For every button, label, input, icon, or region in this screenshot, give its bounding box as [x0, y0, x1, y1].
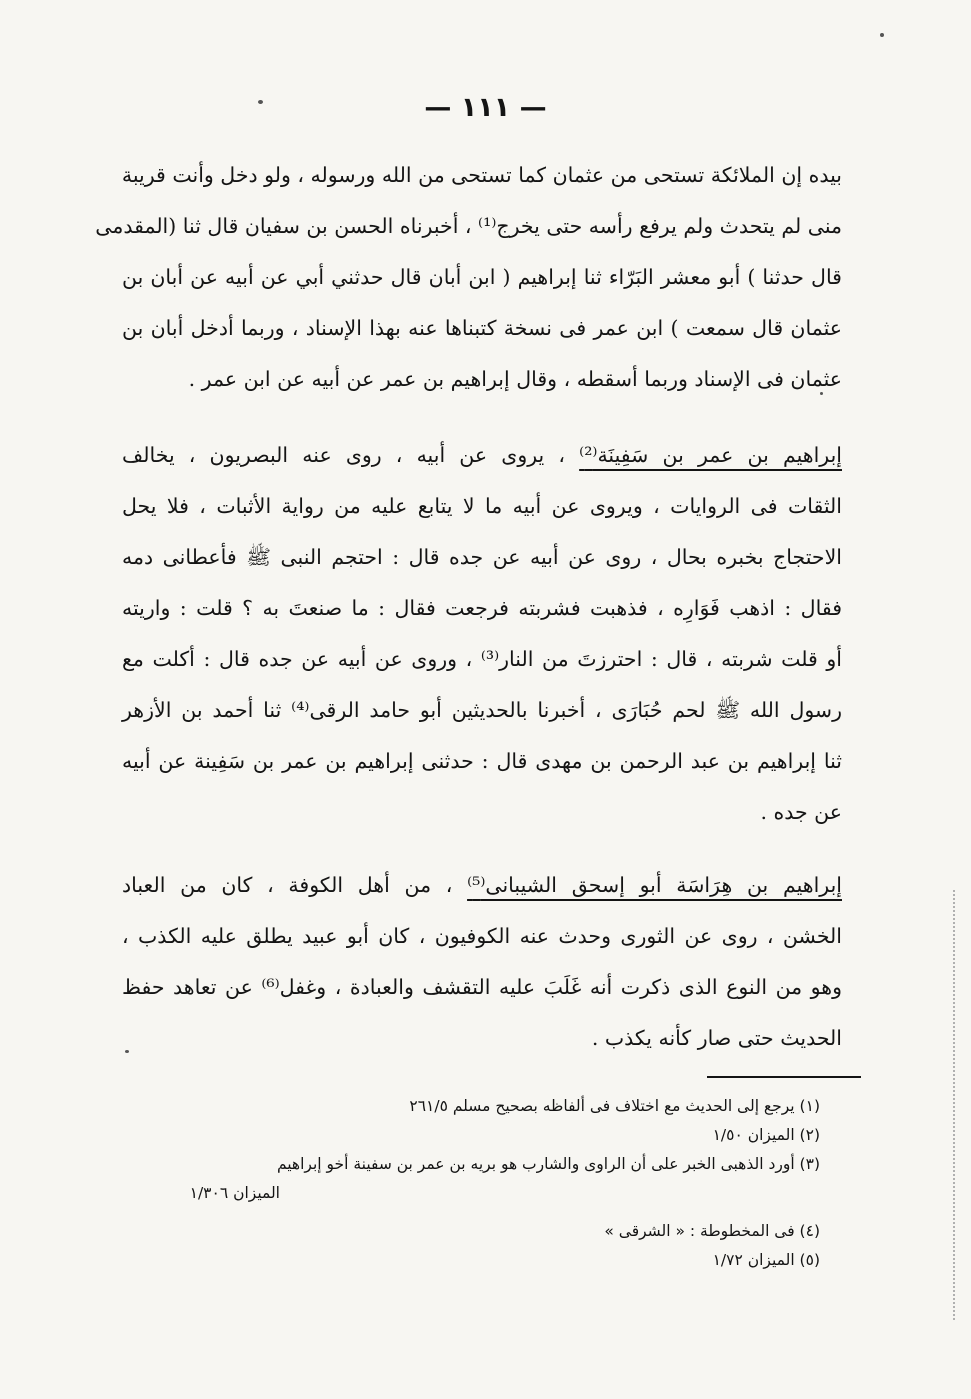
body-line: منى لم يتحدث ولم يرفع رأسه حتى يخرج⁽¹⁾ ، أخبرناه الحسن بن سفيان قال ثنا (المقدمى: [95, 214, 842, 238]
body-line: الخشن ، روى عن الثورى وحدث عنه الكوفيون ، كان أبو عبيد يطلق عليه الكذب ،: [122, 924, 842, 948]
footnote-3-continued: الميزان ١/٣٠٦: [189, 1184, 280, 1202]
entry-first-line: [122, 860, 842, 911]
body-text: ، يروى عن أبيه ، روى عنه البصريون ، يخالف: [122, 443, 580, 467]
scan-speck: [820, 392, 823, 395]
body-line: بيده إن الملائكة تستحى من عثمان كما تستحى من الله ورسوله ، ولو دخل وأنت قريبة: [121, 163, 842, 187]
page-number: — ١١١ —: [424, 92, 547, 123]
scan-speck: [258, 100, 263, 104]
footnote-5: (٥) الميزان ١/٧٢: [712, 1251, 820, 1269]
footnote-4: (٤) فى المخطوطة : « الشرقى »: [604, 1222, 820, 1240]
body-line: فقال : اذهب فَوَارِه ، فذهبت فشربته فرجعت فقال : ما صنعتَ به ؟ قلت : واريته: [122, 596, 842, 620]
footnote-separator: [707, 1076, 861, 1078]
body-line: رسول الله ﷺ لحم حُبَارَى ، أخبرنا بالحديثين أبو حامد الرقى⁽⁴⁾ ثنا أحمد بن الأزهر: [122, 698, 843, 722]
paragraph-1: [95, 150, 842, 405]
paragraph-2: [122, 430, 842, 838]
paragraph-3: [122, 860, 842, 1064]
entry-heading: إبراهيم بن عمر بن سَفِينَة⁽²⁾: [579, 443, 842, 467]
body-line: وهو من النوع الذى ذكرت أنه غَلَبَ عليه التقشف والعبادة ، وغفل⁽⁶⁾ عن تعاهد حفظ: [122, 975, 842, 999]
body-line: أو قلت شربته ، قال : احترزتَ من النار⁽³⁾ ، وروى عن أبيه عن جده قال : أكلت مع: [122, 647, 842, 671]
body-line: عثمان قال سمعت ) ابن عمر فى نسخة كتبناها عنه بهذا الإسناد ، وربما أدخل أبان بن: [122, 316, 842, 340]
body-line: الحديث حتى صار كأنه يكذب .: [591, 1026, 842, 1050]
body-line: عثمان فى الإسناد وربما أسقطه ، وقال إبراهيم بن عمر عن أبيه عن ابن عمر .: [188, 367, 842, 391]
body-line: الثقات فى الروايات ، ويروى عن أبيه ما لا يتابع عليه من رواية الأثبات ، فلا يحل: [122, 494, 842, 518]
body-line: عن جده .: [760, 800, 842, 824]
scan-speck: [125, 1050, 129, 1053]
scan-margin-dots: [953, 890, 955, 1320]
body-text: ، من أهل الكوفة ، كان من العباد: [122, 873, 468, 897]
body-line: قال حدثنا ) أبو معشر البَرّاء ثنا إبراهيم ( ابن أبان قال حدثني أبي عن أبيه عن أبان بن: [122, 265, 842, 289]
scan-speck: [880, 33, 884, 37]
body-line: ثنا إبراهيم بن عبد الرحمن بن مهدى قال : حدثنى إبراهيم بن عمر بن سَفِينة عن أبيه: [122, 749, 842, 773]
footnotes: [150, 1092, 820, 1275]
body-line: الاحتجاج بخبره بحال ، روى عن أبيه عن جده قال : احتجم النبى ﷺ فأعطانى دمه: [122, 545, 842, 569]
footnote-3: (٣) أورد الذهبى الخبر على أن الراوى والشارب هو بريه بن عمر بن سفينة أخو إبراهيم: [276, 1155, 820, 1173]
entry-heading: إبراهيم بن هِرَاسَة أبو إسحق الشيبانى⁽⁵⁾: [467, 873, 842, 897]
footnote-1: (١) يرجع إلى الحديث مع اختلاف فى ألفاظه بصحيح مسلم ٢٦١/٥: [409, 1097, 820, 1115]
footnote-2: (٢) الميزان ١/٥٠: [712, 1126, 820, 1144]
entry-first-line: [122, 430, 842, 481]
